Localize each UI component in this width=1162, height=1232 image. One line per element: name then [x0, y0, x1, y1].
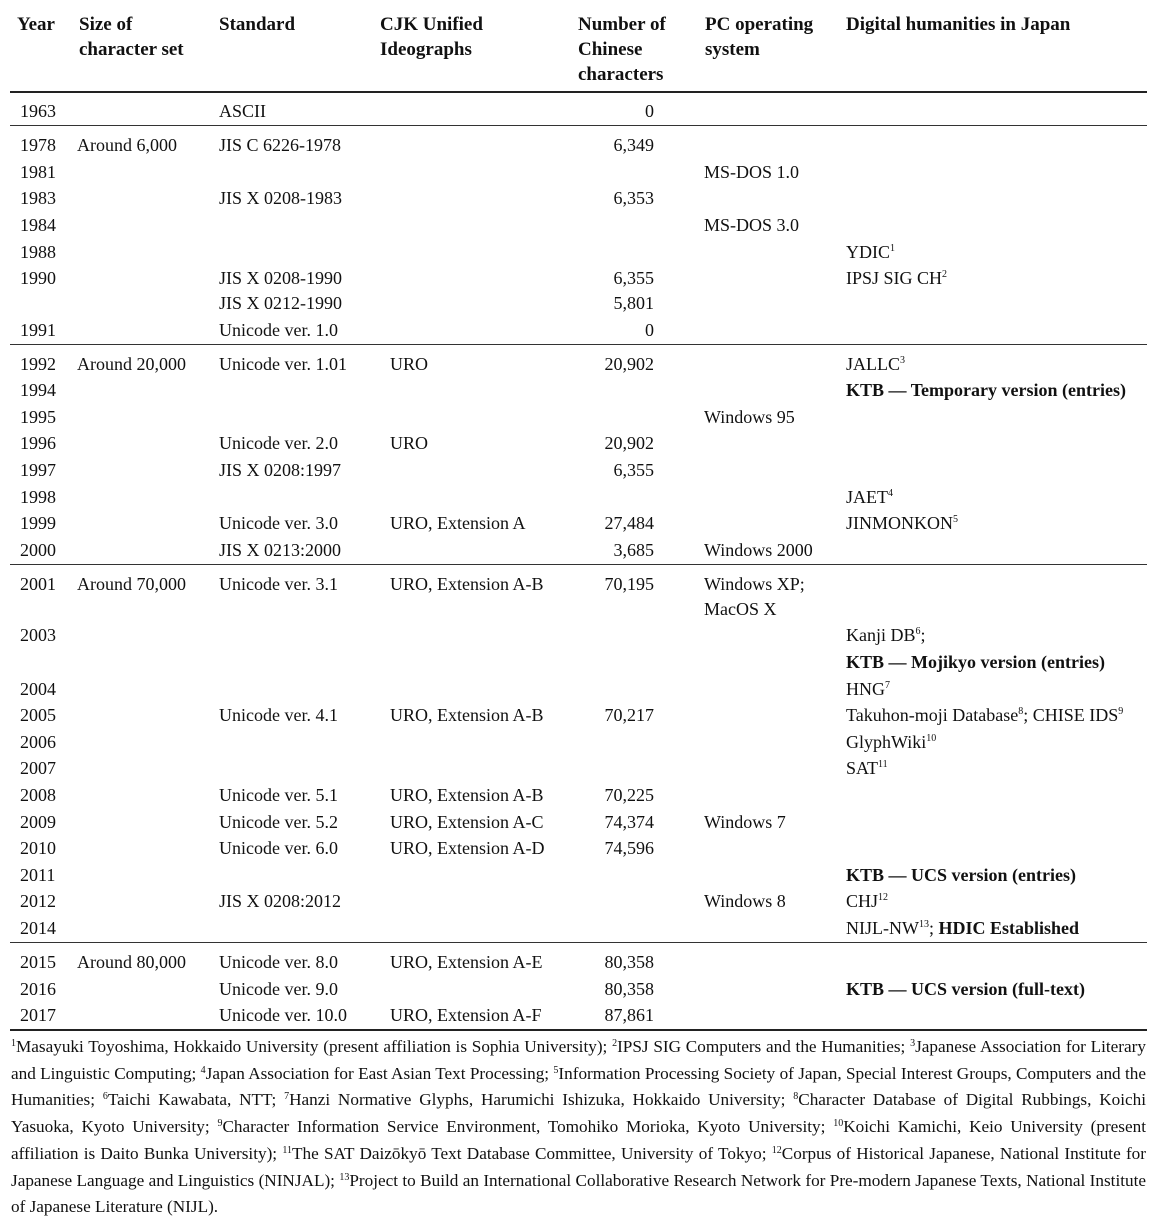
standard-cell: JIS C 6226-1978	[219, 135, 342, 155]
standard-cell: Unicode ver. 8.0	[219, 952, 338, 972]
footnote	[217, 1117, 833, 1136]
year-cell: 1978	[20, 135, 56, 155]
footnote-ref: 9	[1118, 706, 1124, 717]
dh-item	[846, 354, 905, 374]
footnote-number: 2	[612, 1038, 618, 1049]
footnote	[201, 1064, 554, 1083]
footnote-number: 4	[200, 1064, 206, 1076]
number-cell: 6,355	[613, 268, 654, 288]
dh-separator: ;	[928, 918, 939, 938]
footnote-text: The SAT Daizōkyō Text Database Committee, University of Tokyo;	[291, 1143, 772, 1163]
os-cell: MacOS X	[704, 599, 777, 619]
year-cell: 1981	[20, 162, 56, 182]
footnote-ref: 11	[878, 759, 888, 770]
size-cell: Around 70,000	[77, 574, 186, 594]
footnote-number: 12	[771, 1144, 782, 1156]
cjk-cell: URO, Extension A	[390, 513, 526, 533]
caption-clip	[0, 0, 1162, 6]
dh-cell	[846, 652, 1105, 672]
dh-item-text: JALLC	[846, 354, 900, 374]
year-cell: 2000	[20, 540, 56, 560]
year-cell: 2014	[20, 918, 56, 938]
footnote-text: Taichi Kawabata, NTT;	[107, 1090, 285, 1110]
dh-cell	[846, 865, 1076, 885]
header-os-line: system	[705, 39, 760, 60]
dh-cell	[846, 918, 1079, 938]
footnote-ref: 1	[890, 243, 895, 254]
footnote-number: 8	[793, 1091, 799, 1103]
number-cell: 70,195	[604, 574, 654, 594]
footnote-text: Corpus of Historical Japanese, National Institute for Japanese Language and Linguistics (NINJAL);	[11, 1143, 1146, 1190]
dh-item	[846, 979, 1085, 999]
standard-cell: JIS X 0208-1990	[219, 268, 343, 288]
year-cell: 2015	[20, 952, 56, 972]
header-cjk	[380, 12, 483, 62]
number-cell: 74,596	[604, 838, 654, 858]
year-cell: 2017	[20, 1005, 56, 1025]
year-cell: 1984	[20, 215, 56, 235]
dh-cell	[846, 979, 1085, 999]
header-size	[79, 12, 184, 62]
os-cell: Windows 95	[704, 407, 795, 427]
header-dh: Digital humanities in Japan	[846, 14, 1071, 35]
footnote-number: 7	[284, 1091, 290, 1103]
os-cell: Windows 2000	[704, 540, 813, 560]
year-cell: 1995	[20, 407, 56, 427]
footnote-ref: 13	[918, 919, 929, 930]
dh-item-text: YDIC	[846, 242, 890, 262]
os-cell: Windows XP;	[704, 574, 805, 594]
year-cell: 2009	[20, 812, 56, 832]
dh-item	[846, 679, 890, 699]
header-number-line: Number of	[578, 14, 666, 35]
footnote-number: 11	[282, 1144, 292, 1156]
footnote-text: IPSJ SIG Computers and the Humanities;	[617, 1037, 911, 1056]
standard-cell: JIS X 0213:2000	[219, 540, 342, 560]
dh-cell	[846, 513, 958, 533]
footnote-ref: 10	[926, 733, 937, 744]
dh-item-text: KTB ― UCS version (entries)	[846, 865, 1076, 885]
cjk-cell: URO, Extension A-F	[390, 1005, 542, 1025]
footnote-number: 1	[11, 1038, 16, 1049]
footnote-text: Project to Build an International Collaborative Research Network for Pre-modern Japanese Texts, National Institute of Japanese Literature (NIJL).	[11, 1170, 1146, 1217]
footnote-ref: 8	[1018, 706, 1024, 717]
footnote-text: Masayuki Toyoshima, Hokkaido University (present affiliation is Sophia University);	[16, 1037, 613, 1056]
dh-item-text: Kanji DB	[846, 625, 916, 645]
footnote-ref: 7	[885, 680, 890, 691]
year-cell: 2007	[20, 758, 56, 778]
dh-item-text: IPSJ SIG CH	[846, 268, 943, 288]
dh-item-text: JINMONKON	[846, 513, 953, 533]
dh-item-text: HDIC Established	[938, 918, 1080, 938]
cjk-cell: URO, Extension A-B	[390, 574, 544, 594]
dh-cell	[846, 380, 1126, 400]
footnote-ref: 12	[878, 892, 889, 903]
number-cell: 27,484	[604, 513, 654, 533]
standard-cell: Unicode ver. 3.0	[219, 513, 338, 533]
year-cell: 2010	[20, 838, 56, 858]
footnote-text: Character Database of Digital Rubbings, Koichi Yasuoka, Kyoto University;	[11, 1090, 1146, 1137]
number-cell: 20,902	[604, 354, 654, 374]
cjk-cell: URO	[390, 354, 429, 374]
footnote-ref: 2	[942, 269, 948, 280]
number-cell: 0	[645, 320, 654, 340]
year-cell: 1999	[20, 513, 56, 533]
dh-cell	[846, 758, 888, 778]
header-cjk-line: Ideographs	[380, 39, 472, 60]
footnote-number: 9	[217, 1118, 223, 1130]
number-cell: 80,358	[604, 979, 654, 999]
table-rule	[10, 91, 1147, 93]
footnotes	[11, 1034, 1146, 1221]
footnote-text: Hanzi Normative Glyphs, Harumichi Ishizuka, Hokkaido University;	[289, 1090, 794, 1110]
year-cell: 2006	[20, 732, 56, 752]
footnote	[11, 1037, 612, 1056]
year-cell: 1991	[20, 320, 56, 340]
dh-item	[846, 652, 1105, 672]
os-cell: Windows 8	[704, 891, 786, 911]
standard-cell: Unicode ver. 2.0	[219, 433, 338, 453]
number-cell: 80,358	[604, 952, 654, 972]
number-cell: 6,355	[613, 460, 654, 480]
standard-cell: Unicode ver. 10.0	[219, 1005, 347, 1025]
footnote	[284, 1090, 793, 1109]
size-cell: Around 20,000	[77, 354, 186, 374]
dh-item-text: JAET	[846, 487, 888, 507]
footnote	[282, 1144, 771, 1163]
header-year: Year	[17, 14, 55, 35]
dh-cell	[846, 705, 1123, 725]
dh-item	[846, 487, 893, 507]
cjk-cell: URO, Extension A-B	[390, 785, 544, 805]
dh-cell	[846, 625, 926, 645]
dh-item	[846, 705, 1033, 725]
header-size-line: character set	[79, 39, 184, 60]
number-cell: 6,353	[613, 188, 654, 208]
table-rule	[10, 564, 1147, 565]
standard-cell: JIS X 0212-1990	[219, 293, 343, 313]
dh-item-text: GlyphWiki	[846, 732, 927, 752]
year-cell: 1997	[20, 460, 56, 480]
dh-item-text: CHJ	[846, 891, 879, 911]
dh-separator: ;	[920, 625, 926, 645]
dh-separator: ;	[1023, 705, 1033, 725]
dh-item-text: KTB ― UCS version (full-text)	[846, 979, 1085, 999]
size-cell: Around 6,000	[77, 135, 177, 155]
dh-item	[846, 758, 888, 778]
footnote-text: Japanese Association for Literary and Linguistic Computing;	[11, 1037, 1146, 1083]
standard-cell: ASCII	[219, 101, 267, 121]
dh-item	[846, 891, 888, 911]
header-size-line: Size of	[79, 14, 133, 35]
dh-item-text: SAT	[846, 758, 879, 778]
standard-cell: JIS X 0208:1997	[219, 460, 342, 480]
year-cell: 2004	[20, 679, 56, 699]
footnote-ref: 6	[915, 626, 921, 637]
dh-item-text: KTB ― Mojikyo version (entries)	[846, 652, 1105, 672]
table-rule	[10, 344, 1147, 345]
year-cell: 2016	[20, 979, 56, 999]
dh-cell	[846, 242, 895, 262]
footnote	[103, 1090, 284, 1109]
year-cell: 2003	[20, 625, 56, 645]
footnote-text: Character Information Service Environment, Tomohiko Morioka, Kyoto University;	[222, 1117, 834, 1137]
standard-cell: Unicode ver. 6.0	[219, 838, 338, 858]
standard-cell: JIS X 0208:2012	[219, 891, 342, 911]
footnote-ref: 3	[900, 355, 905, 366]
dh-item-text: NIJL-NW	[846, 918, 919, 938]
dh-item	[846, 380, 1126, 400]
cjk-cell: URO, Extension A-D	[390, 838, 545, 858]
dh-item-text: Takuhon-moji Database	[846, 705, 1019, 725]
footnote-text: Koichi Kamichi, Keio University (present affiliation is Daito Bunka University);	[11, 1117, 1146, 1163]
size-cell: Around 80,000	[77, 952, 186, 972]
number-cell: 74,374	[604, 812, 654, 832]
footnote-number: 6	[102, 1091, 108, 1103]
number-cell: 3,685	[613, 540, 654, 560]
cjk-cell: URO, Extension A-E	[390, 952, 543, 972]
year-cell: 1963	[20, 101, 56, 121]
year-cell: 2011	[20, 865, 56, 885]
os-cell: Windows 7	[704, 812, 786, 832]
standard-cell: Unicode ver. 5.2	[219, 812, 338, 832]
year-cell: 2005	[20, 705, 56, 725]
dh-item	[846, 918, 939, 938]
footnote	[612, 1037, 910, 1056]
number-cell: 70,217	[604, 705, 654, 725]
footnote-number: 5	[553, 1064, 559, 1076]
number-cell: 87,861	[604, 1005, 654, 1025]
cjk-cell: URO, Extension A-B	[390, 705, 544, 725]
footnote-number: 10	[833, 1118, 844, 1130]
dh-item	[939, 918, 1080, 938]
year-cell: 2001	[20, 574, 56, 594]
dh-item	[846, 732, 936, 752]
standard-cell: Unicode ver. 9.0	[219, 979, 338, 999]
year-cell: 1988	[20, 242, 56, 262]
cjk-cell: URO, Extension A-C	[390, 812, 544, 832]
year-cell: 2012	[20, 891, 56, 911]
dh-item	[846, 865, 1076, 885]
dh-cell	[846, 487, 893, 507]
dh-item	[1033, 705, 1124, 725]
dh-cell	[846, 268, 947, 288]
year-cell: 1992	[20, 354, 56, 374]
footnote-number: 3	[910, 1038, 916, 1049]
footnote-ref: 4	[888, 488, 893, 499]
number-cell: 0	[645, 101, 654, 121]
header-os	[705, 12, 813, 62]
dh-cell	[846, 732, 936, 752]
number-cell: 6,349	[613, 135, 654, 155]
dh-item-text: CHISE IDS	[1032, 705, 1119, 725]
footnote-ref: 5	[953, 514, 958, 525]
dh-item	[846, 625, 926, 645]
year-cell: 1994	[20, 380, 56, 400]
header-cjk-line: CJK Unified	[380, 14, 483, 35]
table-rule	[10, 942, 1147, 943]
standard-cell: Unicode ver. 5.1	[219, 785, 338, 805]
dh-item-text: HNG	[846, 679, 885, 699]
dh-item	[846, 268, 947, 288]
dh-item	[846, 513, 958, 533]
year-cell: 2008	[20, 785, 56, 805]
os-cell: MS-DOS 1.0	[704, 162, 800, 182]
dh-cell	[846, 354, 905, 374]
os-cell: MS-DOS 3.0	[704, 215, 800, 235]
standard-cell: Unicode ver. 3.1	[219, 574, 338, 594]
number-cell: 5,801	[613, 293, 654, 313]
header-number-line: characters	[578, 64, 664, 85]
year-cell: 1996	[20, 433, 56, 453]
header-os-line: PC operating	[705, 14, 814, 35]
dh-cell	[846, 891, 888, 911]
footnote-text: Japan Association for East Asian Text Processing;	[205, 1063, 554, 1083]
table-rule	[10, 125, 1147, 126]
footnote-number: 13	[339, 1171, 350, 1183]
number-cell: 70,225	[604, 785, 654, 805]
footnote-text: Information Processing Society of Japan, Special Interest Groups, Computers and the Humanities;	[11, 1063, 1146, 1110]
header-number	[578, 12, 666, 87]
header-number-line: Chinese	[578, 39, 643, 60]
standard-cell: Unicode ver. 1.0	[219, 320, 338, 340]
table-rule	[10, 1029, 1147, 1031]
cjk-cell: URO	[390, 433, 429, 453]
number-cell: 20,902	[604, 433, 654, 453]
dh-item-text: KTB ― Temporary version (entries)	[846, 380, 1126, 400]
dh-item	[846, 242, 895, 262]
year-cell: 1983	[20, 188, 56, 208]
standard-cell: Unicode ver. 4.1	[219, 705, 338, 725]
year-cell: 1998	[20, 487, 56, 507]
standard-cell: Unicode ver. 1.01	[219, 354, 347, 374]
header-standard: Standard	[219, 14, 296, 35]
dh-cell	[846, 679, 890, 699]
standard-cell: JIS X 0208-1983	[219, 188, 343, 208]
year-cell: 1990	[20, 268, 56, 288]
